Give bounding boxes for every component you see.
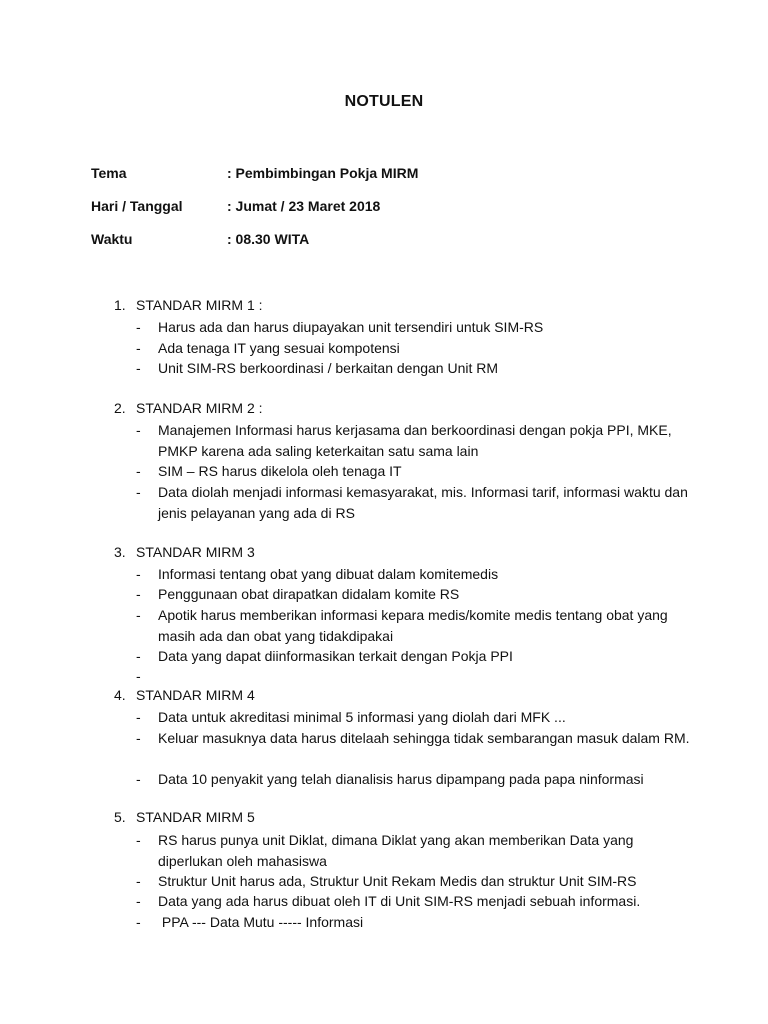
bullet-dash: - bbox=[136, 586, 141, 602]
list-item bbox=[136, 830, 696, 871]
meta-label: Hari / Tanggal bbox=[91, 198, 183, 214]
bullet-dash: - bbox=[136, 832, 141, 848]
bullet-dash: - bbox=[136, 873, 141, 889]
section-number: 2. bbox=[114, 400, 126, 416]
list-item bbox=[136, 420, 696, 461]
list-item bbox=[136, 769, 696, 790]
bullet-dash: - bbox=[136, 709, 141, 725]
section-number: 5. bbox=[114, 809, 126, 825]
list-item-text: Struktur Unit harus ada, Struktur Unit Rekam Medis dan struktur Unit SIM-RS bbox=[158, 873, 637, 889]
bullet-dash: - bbox=[136, 668, 141, 684]
section-heading-4 bbox=[114, 687, 255, 703]
bullet-dash: - bbox=[136, 893, 141, 909]
list-item-text: Data 10 penyakit yang telah dianalisis harus dipampang pada papa ninformasi bbox=[158, 771, 644, 787]
list-item-text: Data yang ada harus dibuat oleh IT di Unit SIM-RS menjadi sebuah informasi. bbox=[158, 893, 641, 909]
bullet-dash: - bbox=[136, 566, 141, 582]
list-item bbox=[136, 646, 696, 667]
list-item-text: Keluar masuknya data harus ditelaah sehingga tidak sembarangan masuk dalam RM. bbox=[158, 730, 690, 746]
list-item-text: Data yang dapat diinformasikan terkait dengan Pokja PPI bbox=[158, 648, 513, 664]
list-item-text: Data untuk akreditasi minimal 5 informasi yang diolah dari MFK ... bbox=[158, 709, 566, 725]
list-item bbox=[136, 358, 696, 379]
list-item bbox=[136, 891, 696, 912]
list-item-text: Harus ada dan harus diupayakan unit tersendiri untuk SIM-RS bbox=[158, 319, 544, 335]
section-title: STANDAR MIRM 4 bbox=[136, 687, 255, 703]
section-heading-5 bbox=[114, 809, 255, 825]
list-item-text: PPA --- Data Mutu ----- Informasi bbox=[158, 914, 364, 930]
meta-value: : 08.30 WITA bbox=[227, 231, 310, 247]
meta-label: Tema bbox=[91, 165, 127, 181]
bullet-dash: - bbox=[136, 914, 141, 930]
list-item bbox=[136, 728, 696, 749]
list-item-text: SIM – RS harus dikelola oleh tenaga IT bbox=[158, 463, 402, 479]
list-item bbox=[136, 605, 696, 646]
section-number: 3. bbox=[114, 544, 126, 560]
section-heading-1 bbox=[114, 297, 263, 313]
list-item-text: Penggunaan obat dirapatkan didalam komite RS bbox=[158, 586, 460, 602]
bullet-dash: - bbox=[136, 771, 141, 787]
bullet-dash: - bbox=[136, 319, 141, 335]
list-item bbox=[136, 871, 696, 892]
meta-value: : Pembimbingan Pokja MIRM bbox=[227, 165, 419, 181]
section-title: STANDAR MIRM 3 bbox=[136, 544, 255, 560]
list-item-text: Data diolah menjadi informasi kemasyarakat, mis. Informasi tarif, informasi waktu dan jenis pelayanan yang ada di RS bbox=[158, 484, 688, 521]
list-item bbox=[136, 912, 696, 933]
section-number: 4. bbox=[114, 687, 126, 703]
bullet-dash: - bbox=[136, 730, 141, 746]
section-title: STANDAR MIRM 2 : bbox=[136, 400, 263, 416]
section-heading-2 bbox=[114, 400, 263, 416]
list-item bbox=[136, 461, 696, 482]
list-item bbox=[136, 338, 696, 359]
list-item bbox=[136, 482, 696, 523]
list-item bbox=[136, 564, 696, 585]
bullet-dash: - bbox=[136, 648, 141, 664]
meta-value: : Jumat / 23 Maret 2018 bbox=[227, 198, 381, 214]
list-item-text: Unit SIM-RS berkoordinasi / berkaitan dengan Unit RM bbox=[158, 360, 499, 376]
bullet-dash: - bbox=[136, 360, 141, 376]
section-number: 1. bbox=[114, 297, 126, 313]
list-item-text: Informasi tentang obat yang dibuat dalam komitemedis bbox=[158, 566, 499, 582]
document-title: NOTULEN bbox=[344, 93, 424, 110]
list-item-text: Ada tenaga IT yang sesuai kompotensi bbox=[158, 340, 400, 356]
bullet-dash: - bbox=[136, 484, 141, 500]
bullet-dash: - bbox=[136, 463, 141, 479]
bullet-dash: - bbox=[136, 607, 141, 623]
list-item-text: Apotik harus memberikan informasi kepara medis/komite medis tentang obat yang masih ada dan obat yang tidakdipakai bbox=[158, 607, 668, 644]
bullet-dash: - bbox=[136, 340, 141, 356]
section-heading-3 bbox=[114, 544, 255, 560]
list-item bbox=[136, 584, 696, 605]
list-item-text: Manajemen Informasi harus kerjasama dan berkoordinasi dengan pokja PPI, MKE, PMKP karena ada saling keterkaitan satu sama lain bbox=[158, 422, 672, 459]
bullet-dash: - bbox=[136, 422, 141, 438]
meta-label: Waktu bbox=[91, 231, 133, 247]
section-title: STANDAR MIRM 5 bbox=[136, 809, 255, 825]
list-item bbox=[136, 317, 696, 338]
section-title: STANDAR MIRM 1 : bbox=[136, 297, 263, 313]
list-item-text: RS harus punya unit Diklat, dimana Diklat yang akan memberikan Data yang diperlukan oleh mahasiswa bbox=[158, 832, 634, 869]
list-item bbox=[136, 707, 696, 728]
